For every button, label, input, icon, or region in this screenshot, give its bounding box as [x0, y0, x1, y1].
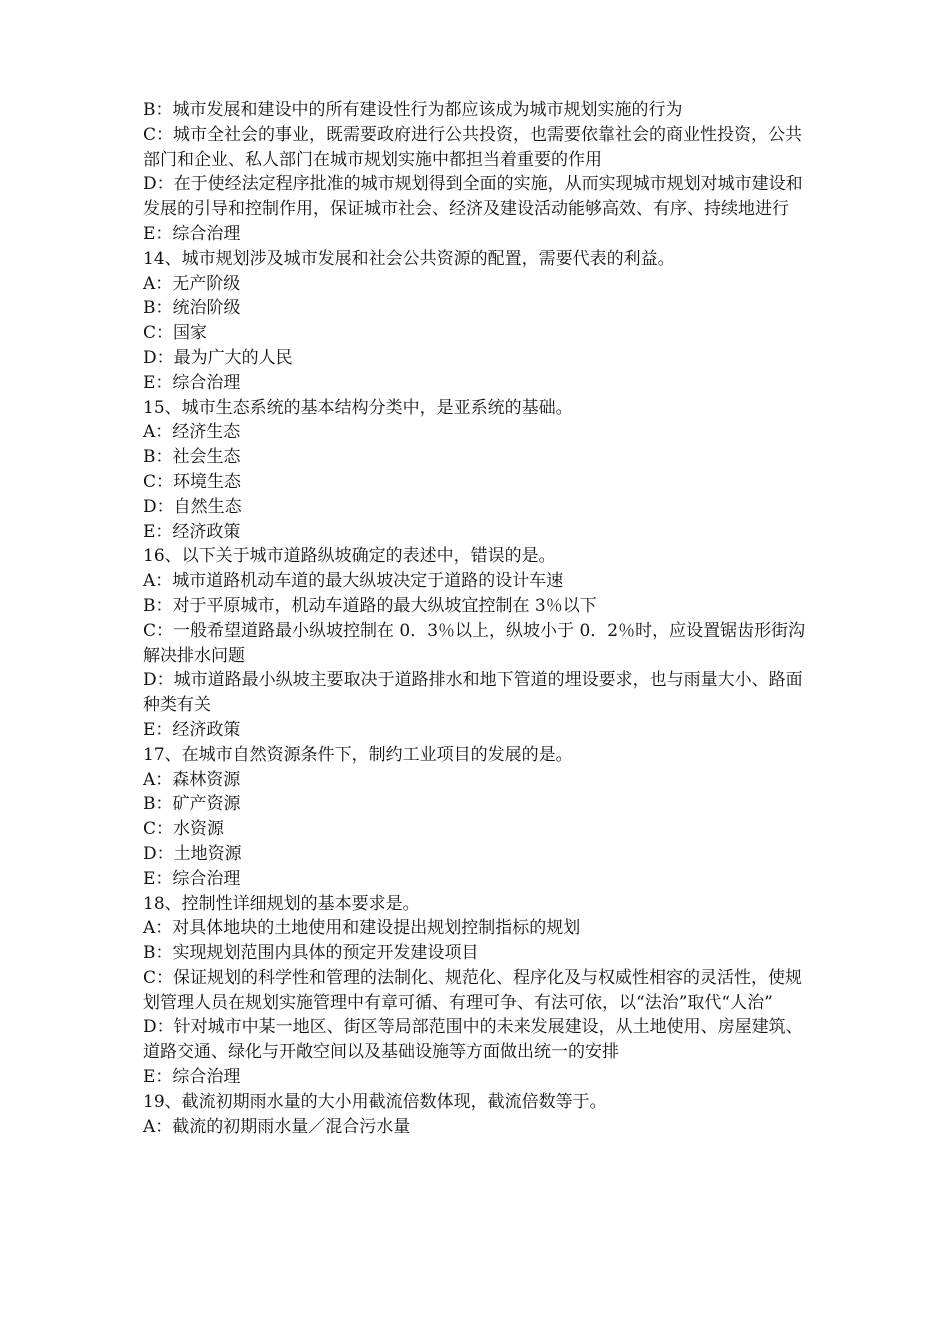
text-line: B：社会生态: [143, 447, 241, 468]
text-line: B：对于平原城市，机动车道路的最大纵坡宜控制在 3％以下: [143, 595, 597, 616]
text-line: D：在于使经法定程序批准的城市规划得到全面的实施，从而实现城市规划对城市建设和发展的引导和控制作用，保证城市社会、经济及建设活动能够高效、有序、持续地进行: [143, 174, 803, 220]
text-line: E：经济政策: [143, 719, 241, 740]
question-15: 15、城市生态系统的基本结构分类中，是亚系统的基础。: [143, 397, 573, 418]
text-line: E：综合治理: [143, 372, 241, 393]
text-line: B：矿产资源: [143, 794, 241, 815]
text-line: C：水资源: [143, 819, 225, 840]
text-line: D：最为广大的人民: [143, 347, 293, 368]
text-line: D：针对城市中某一地区、街区等局部范围中的未来发展建设，从土地使用、房屋建筑、道路交通、绿化与开敞空间以及基础设施等方面做出统一的安排: [143, 1017, 803, 1063]
text-line: E：综合治理: [143, 1067, 241, 1088]
text-line: C：一般希望道路最小纵坡控制在 0．3％以上，纵坡小于 0．2％时，应设置锯齿形街沟解决排水问题: [143, 620, 806, 666]
text-line: E：综合治理: [143, 223, 241, 244]
text-line: A：截流的初期雨水量／混合污水量: [143, 1116, 411, 1137]
document-page: [143, 98, 813, 1139]
text-line: C：保证规划的科学性和管理的法制化、规范化、程序化及与权威性相容的灵活性，使规划管理人员在规划实施管理中有章可循、有理可争、有法可依，以“法治”取代“人治”: [143, 967, 803, 1013]
text-line: A：无产阶级: [143, 273, 241, 294]
text-line: D：土地资源: [143, 843, 242, 864]
question-18: 18、控制性详细规划的基本要求是。: [143, 893, 420, 914]
text-line: B：城市发展和建设中的所有建设性行为都应该成为城市规划实施的行为: [143, 100, 683, 120]
text-line: E：综合治理: [143, 868, 241, 889]
text-line: C：城市全社会的事业，既需要政府进行公共投资，也需要依靠社会的商业性投资，公共部门和企业、私人部门在城市规划实施中都担当着重要的作用: [143, 124, 803, 170]
text-line: A：对具体地块的土地使用和建设提出规划控制指标的规划: [143, 918, 581, 939]
question-16: 16、以下关于城市道路纵坡确定的表述中，错误的是。: [143, 546, 556, 567]
text-line: C：国家: [143, 323, 208, 344]
question-14: 14、城市规划涉及城市发展和社会公共资源的配置，需要代表的利益。: [143, 248, 675, 269]
text-line: B：统治阶级: [143, 298, 241, 319]
question-17: 17、在城市自然资源条件下，制约工业项目的发展的是。: [143, 744, 573, 765]
question-19: 19、截流初期雨水量的大小用截流倍数体现，截流倍数等于。: [143, 1091, 607, 1112]
text-line: B：实现规划范围内具体的预定开发建设项目: [143, 943, 479, 964]
text-line: A：森林资源: [143, 769, 241, 790]
text-line: A：经济生态: [143, 422, 241, 443]
text-line: D：城市道路最小纵坡主要取决于道路排水和地下管道的埋设要求，也与雨量大小、路面种类有关: [143, 670, 803, 716]
text-line: A：城市道路机动车道的最大纵坡决定于道路的设计车速: [143, 571, 564, 592]
text-line: E：经济政策: [143, 521, 241, 542]
text-line: D：自然生态: [143, 496, 242, 517]
text-line: C：环境生态: [143, 471, 242, 492]
